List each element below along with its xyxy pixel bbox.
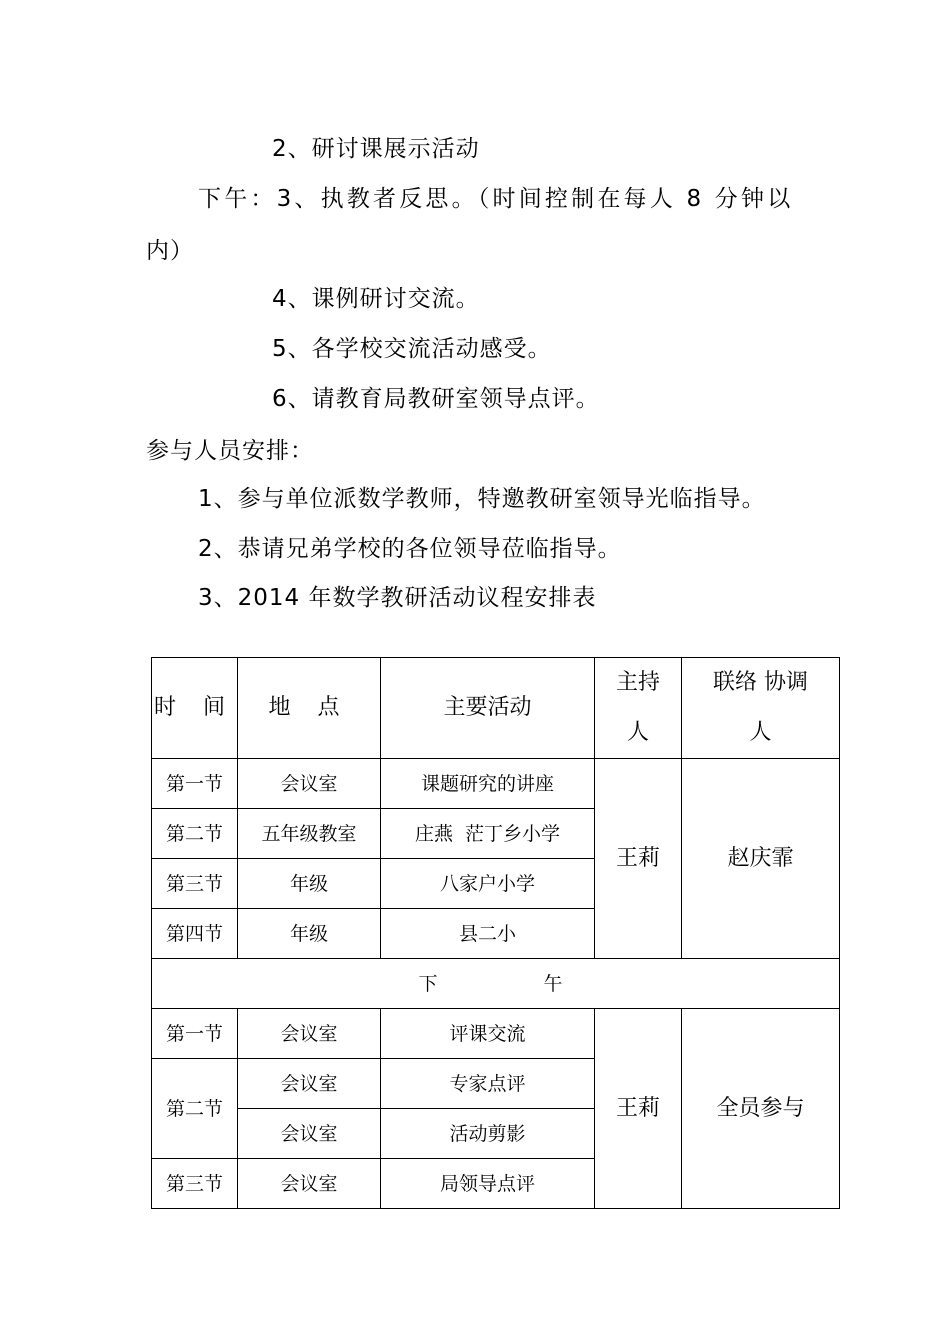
cell-place: 会议室	[238, 1109, 381, 1159]
morning-host: 王莉	[595, 759, 682, 959]
cell-place: 会议室	[238, 1009, 381, 1059]
agenda-item-6: 6、请教育局教研室领导点评。	[272, 386, 600, 412]
morning-coordinator: 赵庆霏	[682, 759, 840, 959]
cell-place: 会议室	[238, 1159, 381, 1209]
header-host-line1: 主持	[615, 670, 660, 695]
header-activity: 主要活动	[381, 658, 595, 759]
cell-activity: 评课交流	[381, 1009, 595, 1059]
header-host-line2: 人	[626, 720, 649, 745]
agenda-item-2: 2、研讨课展示活动	[272, 136, 480, 162]
agenda-item-3-continuation: 内）	[146, 238, 194, 264]
participants-item-3: 3、2014 年数学教研活动议程安排表	[198, 585, 597, 611]
cell-place: 会议室	[238, 759, 381, 809]
participants-item-1: 1、参与单位派数学教师，特邀教研室领导光临指导。	[198, 486, 766, 512]
header-coordinator-line1: 联络 协调	[713, 670, 808, 695]
schedule-table	[151, 657, 840, 1209]
header-coordinator	[682, 658, 840, 759]
agenda-item-4: 4、课例研讨交流。	[272, 286, 480, 312]
header-time: 时 间	[152, 658, 238, 759]
participants-heading: 参与人员安排：	[146, 438, 314, 464]
table-header-row	[152, 658, 840, 759]
cell-activity: 局领导点评	[381, 1159, 595, 1209]
cell-activity: 专家点评	[381, 1059, 595, 1109]
cell-time: 第三节	[152, 859, 238, 909]
agenda-item-5: 5、各学校交流活动感受。	[272, 336, 552, 362]
cell-activity: 县二小	[381, 909, 595, 959]
afternoon-coordinator: 全员参与	[682, 1009, 840, 1209]
cell-place: 年级	[238, 859, 381, 909]
afternoon-label: 下 午	[152, 959, 840, 1009]
cell-time: 第三节	[152, 1159, 238, 1209]
cell-activity: 八家户小学	[381, 859, 595, 909]
table-row	[152, 1009, 840, 1059]
table-row	[152, 759, 840, 809]
cell-place: 会议室	[238, 1059, 381, 1109]
cell-activity: 庄燕 茫丁乡小学	[381, 809, 595, 859]
cell-place: 五年级教室	[238, 809, 381, 859]
header-place: 地 点	[238, 658, 381, 759]
participants-item-2: 2、恭请兄弟学校的各位领导莅临指导。	[198, 536, 622, 562]
cell-time: 第二节	[152, 1059, 238, 1159]
cell-activity: 活动剪影	[381, 1109, 595, 1159]
afternoon-agenda-item-3: 下午：3、执教者反思。（时间控制在每人 8 分钟以	[198, 186, 794, 212]
cell-time: 第一节	[152, 759, 238, 809]
cell-time: 第四节	[152, 909, 238, 959]
header-host	[595, 658, 682, 759]
header-coordinator-line2: 人	[749, 720, 772, 745]
afternoon-host: 王莉	[595, 1009, 682, 1209]
afternoon-section-row	[152, 959, 840, 1009]
cell-time: 第二节	[152, 809, 238, 859]
cell-activity: 课题研究的讲座	[381, 759, 595, 809]
cell-place: 年级	[238, 909, 381, 959]
cell-time: 第一节	[152, 1009, 238, 1059]
